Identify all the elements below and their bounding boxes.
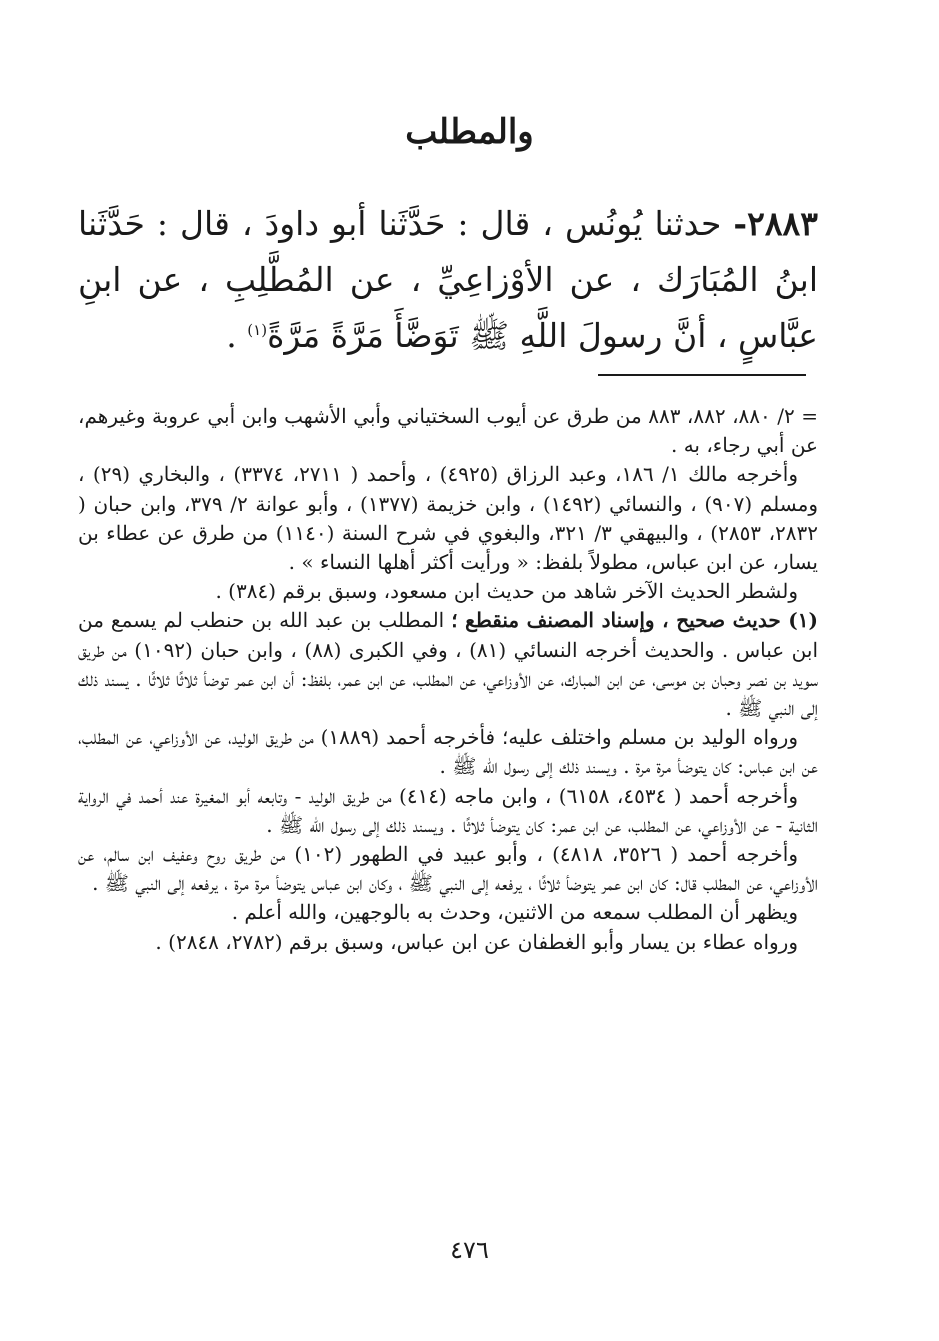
footnote-paragraph	[78, 723, 818, 781]
footnote-paragraph	[78, 928, 818, 957]
page-number: ٤٧٦	[450, 1236, 489, 1264]
footnote-text: = ٢/ ٨٨٠، ٨٨٢، ٨٨٣ من طرق عن أيوب السختياني وأبي الأشهب وابن أبي عروبة وغيرهم، عن أبي رجاء، به .	[78, 404, 819, 458]
footnote-paragraph	[78, 402, 818, 460]
hadith-body: حدثنا يُونُس ، قال : حَدَّثَنا أبو داودَ ، قال : حَدَّثَنا ابنُ المُبَارَك ، عن الأوْزاعِيِّ ، عن المُطَّلِبِ ، عن ابنِ عبَّاسٍ ، أنَّ رسولَ اللَّهِ ﷺ تَوَضَّأَ مَرَّةً مَرَّةً	[78, 204, 818, 355]
footnote-text: وأخرجه أحمد ( ٣٥٢٦، ٤٨١٨) ، وأبو عبيد في الطهور (١٠٢) من طريق روح وعفيف ابن سالم، عن الأوزاعي، عن المطلب قال: كان ابن عمر يتوضأ ثلاثًا ، يرفعه إلى النبي ﷺ ، وكان ابن عباس يتوضأ مرة مرة ، يرفعه إلى النبي ﷺ .	[78, 842, 818, 896]
hadith-text	[78, 196, 818, 364]
footnote-marker: (١)	[247, 321, 268, 339]
footnote-separator	[598, 374, 806, 376]
hadith-end: .	[226, 316, 248, 355]
footnote-paragraph	[78, 840, 818, 898]
hadith-number: ٢٨٨٣-	[733, 204, 818, 243]
chapter-title: والمطلب	[405, 112, 534, 152]
footnote-text: ولشطر الحديث الآخر شاهد من حديث ابن مسعود، وسبق برقم (٣٨٤) .	[215, 579, 798, 604]
footnote-text: المطلب بن عبد الله بن حنطب لم يسمع من ابن عباس . والحديث أخرجه النسائي (٨١) ، وفي الكبرى (٨٨) ، وابن حبان (١٠٩٢) من طريق سويد بن نصر وحبان بن موسى، عن ابن المبارك، عن الأوزاعي، عن المطلب، عن ابن عمر، بلفظ: أن ابن عمر توضأ ثلاثًا ثلاثًا . يسند ذلك إلى النبي ﷺ .	[78, 608, 818, 721]
footnotes	[78, 402, 818, 957]
footnote-paragraph	[78, 460, 818, 577]
footnote-paragraph	[78, 898, 818, 927]
footnote-text: ورواه عطاء بن يسار وأبو الغطفان عن ابن عباس، وسبق برقم (٢٧٨٢، ٢٨٤٨) .	[155, 929, 798, 954]
footnote-paragraph	[78, 782, 818, 840]
footnote-paragraph	[78, 577, 818, 606]
footnote-text: ويظهر أن المطلب سمعه من الاثنين، وحدث به بالوجهين، والله أعلم .	[231, 900, 798, 925]
footnote-grading: (١) حديث صحيح ، وإسناد المصنف منقطع ؛	[451, 608, 818, 633]
footnote-text: وأخرجه أحمد ( ٤٥٣٤، ٦١٥٨) ، وابن ماجه (٤١٤) من طريق الوليد - وتابعه أبو المغيرة عند أحمد في الرواية الثانية - عن الأوزاعي، عن المطلب، عن ابن عمر: كان يتوضأ ثلاثًا . ويسند ذلك إلى رسول الله ﷺ .	[78, 783, 818, 837]
footnote-paragraph	[78, 606, 818, 723]
footnote-text: وأخرجه مالك ١/ ١٨٦، وعبد الرزاق (٤٩٢٥) ، وأحمد ( ٢٧١١، ٣٣٧٤) ، والبخاري (٢٩) ، ومسلم (٩٠٧) ، والنسائي (١٤٩٢) ، وابن خزيمة (١٣٧٧) ، وأبو عوانة ٢/ ٣٧٩، وابن حبان ( ٢٨٣٢، ٢٨٥٣) ، والبيهقي ٣/ ٣٢١، والبغوي في شرح السنة (١١٤٠) من طرق عن عطاء بن يسار، عن ابن عباس، مطولاً بلفظ: « ورأيت أكثر أهلها النساء » .	[78, 462, 818, 575]
footnote-text: ورواه الوليد بن مسلم واختلف عليه؛ فأخرجه أحمد (١٨٨٩) من طريق الوليد، عن الأوزاعي، عن المطلب، عن ابن عباس: كان يتوضأ مرة مرة . ويسند ذلك إلى رسول الله ﷺ .	[78, 725, 818, 779]
